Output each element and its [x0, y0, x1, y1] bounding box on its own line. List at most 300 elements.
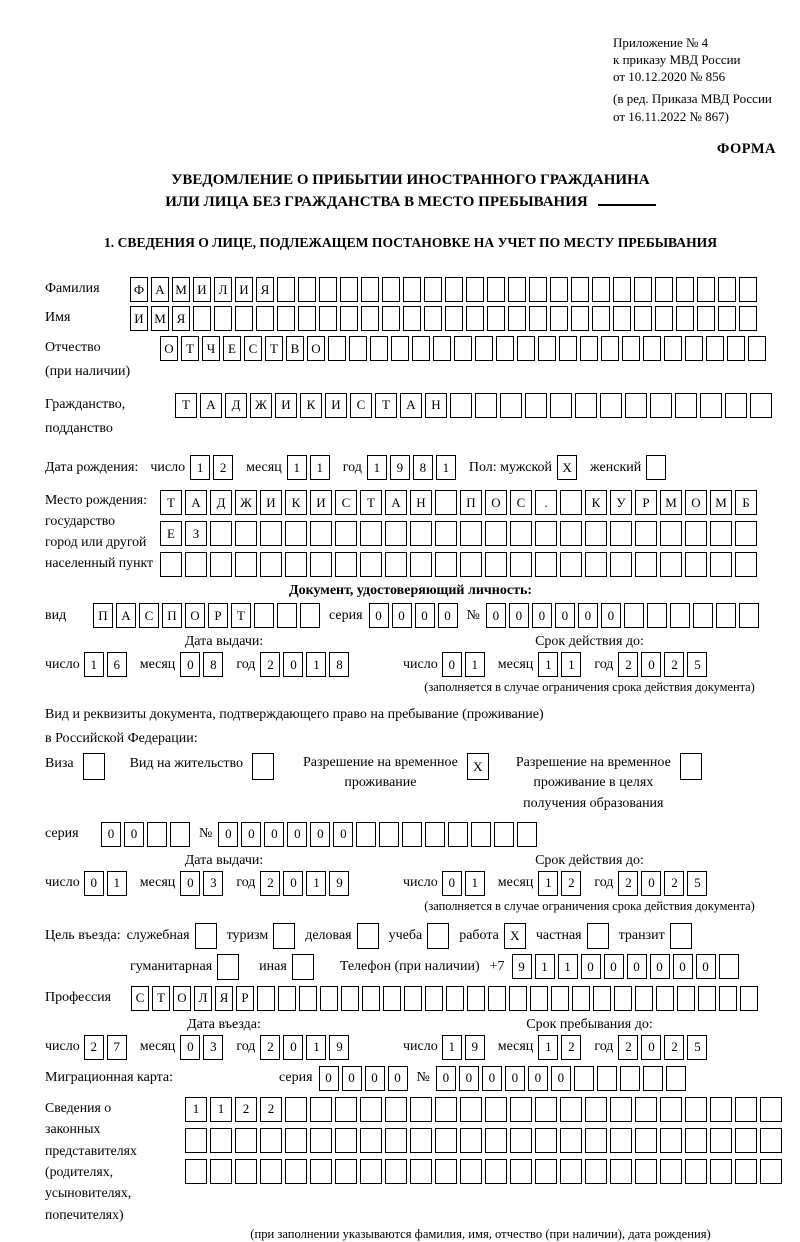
cb-cell-0[interactable]	[195, 923, 217, 949]
mig_number-cell-6[interactable]	[574, 1066, 594, 1091]
surname-cell-24[interactable]	[634, 277, 652, 302]
res_number-cell-10[interactable]	[448, 822, 468, 847]
profession-cell-22[interactable]	[593, 986, 611, 1011]
citizenship-cell-8[interactable]: Т	[375, 393, 397, 418]
reps2-cell-4[interactable]	[285, 1128, 307, 1153]
patronymic-cell-17[interactable]	[517, 336, 535, 361]
profession-cell-16[interactable]	[467, 986, 485, 1011]
surname-cell-14[interactable]	[424, 277, 442, 302]
mig_number-cell-0[interactable]: 0	[436, 1066, 456, 1091]
entry_month-cell-1[interactable]: 3	[203, 1035, 223, 1060]
birth_place1-cell-12[interactable]: П	[460, 490, 482, 515]
doc_issue_year-cell-3[interactable]: 8	[329, 652, 349, 677]
patronymic-cell-27[interactable]	[727, 336, 745, 361]
birth_place2-cell-22[interactable]	[710, 521, 732, 546]
birth_place1-cell-19[interactable]: Р	[635, 490, 657, 515]
sex_female_cb-cell-0[interactable]	[646, 455, 666, 480]
birth_place3-cell-6[interactable]	[310, 552, 332, 577]
temp_residence_cb-cell-0[interactable]: X	[467, 753, 489, 780]
mig_series-cell-0[interactable]: 0	[319, 1066, 339, 1091]
res_number-cell-2[interactable]: 0	[264, 822, 284, 847]
citizenship-cell-16[interactable]	[575, 393, 597, 418]
doc_issue_month-cell-0[interactable]: 0	[180, 652, 200, 677]
reps3-cell-23[interactable]	[760, 1159, 782, 1184]
profession-cell-20[interactable]	[551, 986, 569, 1011]
reps3-cell-10[interactable]	[435, 1159, 457, 1184]
birth_place1-cell-9[interactable]: А	[385, 490, 407, 515]
citizenship-cell-2[interactable]: Д	[225, 393, 247, 418]
citizenship-cell-5[interactable]: К	[300, 393, 322, 418]
citizenship-cell-17[interactable]	[600, 393, 622, 418]
surname-cell-26[interactable]	[676, 277, 694, 302]
res_number-cell-8[interactable]	[402, 822, 422, 847]
birth_place1-cell-3[interactable]: Ж	[235, 490, 257, 515]
doc_type-cell-8[interactable]	[277, 603, 297, 628]
birth_place1-cell-15[interactable]: .	[535, 490, 557, 515]
doc_type-cell-7[interactable]	[254, 603, 274, 628]
patronymic-cell-20[interactable]	[580, 336, 598, 361]
surname-cell-17[interactable]	[487, 277, 505, 302]
birth_place3-cell-3[interactable]	[235, 552, 257, 577]
stay_year-cell-2[interactable]: 2	[664, 1035, 684, 1060]
reps3-cell-4[interactable]	[285, 1159, 307, 1184]
temp_residence_edu_cb-cell-0[interactable]	[680, 753, 702, 780]
birth_place2-cell-13[interactable]	[485, 521, 507, 546]
profession-cell-23[interactable]	[614, 986, 632, 1011]
doc_series-cell-2[interactable]: 0	[415, 603, 435, 628]
mig_number-cell-7[interactable]	[597, 1066, 617, 1091]
birth_place3-cell-16[interactable]	[560, 552, 582, 577]
birth_place1-cell-16[interactable]	[560, 490, 582, 515]
name-cell-6[interactable]	[256, 306, 274, 331]
patronymic-cell-5[interactable]: Т	[265, 336, 283, 361]
surname-cell-2[interactable]: М	[172, 277, 190, 302]
res_valid_month-cell-1[interactable]: 2	[561, 871, 581, 896]
surname-cell-12[interactable]	[382, 277, 400, 302]
birth_place3-cell-17[interactable]	[585, 552, 607, 577]
cb-cell-0[interactable]	[357, 923, 379, 949]
reps2-cell-16[interactable]	[585, 1128, 607, 1153]
res_valid_month-cell-0[interactable]: 1	[538, 871, 558, 896]
citizenship-cell-19[interactable]	[650, 393, 672, 418]
res_valid_year-cell-0[interactable]: 2	[618, 871, 638, 896]
res_series-cell-0[interactable]: 0	[101, 822, 121, 847]
doc_issue_day-cell-0[interactable]: 1	[84, 652, 104, 677]
phone-cell-6[interactable]: 0	[650, 954, 670, 979]
citizenship-cell-23[interactable]	[750, 393, 772, 418]
birth_place1-cell-6[interactable]: И	[310, 490, 332, 515]
reps3-cell-8[interactable]	[385, 1159, 407, 1184]
patronymic-cell-15[interactable]	[475, 336, 493, 361]
profession-cell-18[interactable]	[509, 986, 527, 1011]
birth_place3-cell-11[interactable]	[435, 552, 457, 577]
name-cell-11[interactable]	[361, 306, 379, 331]
res_issue_month-cell-0[interactable]: 0	[180, 871, 200, 896]
name-cell-28[interactable]	[718, 306, 736, 331]
birth_place2-cell-23[interactable]	[735, 521, 757, 546]
name-cell-5[interactable]	[235, 306, 253, 331]
profession-cell-24[interactable]	[635, 986, 653, 1011]
surname-cell-18[interactable]	[508, 277, 526, 302]
profession-cell-12[interactable]	[383, 986, 401, 1011]
birth_place3-cell-7[interactable]	[335, 552, 357, 577]
phone-cell-1[interactable]: 1	[535, 954, 555, 979]
profession-cell-6[interactable]	[257, 986, 275, 1011]
surname-cell-3[interactable]: И	[193, 277, 211, 302]
name-cell-10[interactable]	[340, 306, 358, 331]
birth_place2-cell-4[interactable]	[260, 521, 282, 546]
reps1-cell-20[interactable]	[685, 1097, 707, 1122]
name-cell-2[interactable]: Я	[172, 306, 190, 331]
doc_valid_day-cell-1[interactable]: 1	[465, 652, 485, 677]
profession-cell-10[interactable]	[341, 986, 359, 1011]
citizenship-cell-22[interactable]	[725, 393, 747, 418]
phone-cell-0[interactable]: 9	[512, 954, 532, 979]
profession-cell-7[interactable]	[278, 986, 296, 1011]
doc_valid_year-cell-0[interactable]: 2	[618, 652, 638, 677]
reps1-cell-17[interactable]	[610, 1097, 632, 1122]
birth_place3-cell-19[interactable]	[635, 552, 657, 577]
birth_place3-cell-9[interactable]	[385, 552, 407, 577]
birth_place2-cell-7[interactable]	[335, 521, 357, 546]
profession-cell-28[interactable]	[719, 986, 737, 1011]
doc_valid_year-cell-2[interactable]: 2	[664, 652, 684, 677]
mig_number-cell-10[interactable]	[666, 1066, 686, 1091]
entry_year-cell-2[interactable]: 1	[306, 1035, 326, 1060]
res_issue_day-cell-1[interactable]: 1	[107, 871, 127, 896]
entry_month-cell-0[interactable]: 0	[180, 1035, 200, 1060]
birth_day-cell-0[interactable]: 1	[190, 455, 210, 480]
birth_place2-cell-5[interactable]	[285, 521, 307, 546]
birth_place2-cell-6[interactable]	[310, 521, 332, 546]
birth_place3-cell-15[interactable]	[535, 552, 557, 577]
birth_place3-cell-18[interactable]	[610, 552, 632, 577]
reps2-cell-18[interactable]	[635, 1128, 657, 1153]
reps3-cell-15[interactable]	[560, 1159, 582, 1184]
birth_place2-cell-19[interactable]	[635, 521, 657, 546]
reps2-cell-7[interactable]	[360, 1128, 382, 1153]
doc_type-cell-2[interactable]: С	[139, 603, 159, 628]
reps1-cell-5[interactable]	[310, 1097, 332, 1122]
birth_place2-cell-20[interactable]	[660, 521, 682, 546]
birth_place2-cell-1[interactable]: З	[185, 521, 207, 546]
reps1-cell-2[interactable]: 2	[235, 1097, 257, 1122]
reps2-cell-22[interactable]	[735, 1128, 757, 1153]
res_issue_year-cell-1[interactable]: 0	[283, 871, 303, 896]
reps2-cell-19[interactable]	[660, 1128, 682, 1153]
name-cell-0[interactable]: И	[130, 306, 148, 331]
doc_number-cell-1[interactable]: 0	[509, 603, 529, 628]
surname-cell-13[interactable]	[403, 277, 421, 302]
birth_place1-cell-17[interactable]: К	[585, 490, 607, 515]
reps3-cell-21[interactable]	[710, 1159, 732, 1184]
patronymic-cell-19[interactable]	[559, 336, 577, 361]
surname-cell-7[interactable]	[277, 277, 295, 302]
name-cell-8[interactable]	[298, 306, 316, 331]
stay_month-cell-1[interactable]: 2	[561, 1035, 581, 1060]
citizenship-cell-4[interactable]: И	[275, 393, 297, 418]
reps2-cell-5[interactable]	[310, 1128, 332, 1153]
name-cell-15[interactable]	[445, 306, 463, 331]
birth_place2-cell-2[interactable]	[210, 521, 232, 546]
name-cell-4[interactable]	[214, 306, 232, 331]
reps2-cell-15[interactable]	[560, 1128, 582, 1153]
birth_place1-cell-0[interactable]: Т	[160, 490, 182, 515]
patronymic-cell-7[interactable]: О	[307, 336, 325, 361]
patronymic-cell-25[interactable]	[685, 336, 703, 361]
birth_place1-cell-5[interactable]: К	[285, 490, 307, 515]
patronymic-cell-9[interactable]	[349, 336, 367, 361]
patronymic-cell-1[interactable]: Т	[181, 336, 199, 361]
cb-cell-0[interactable]	[292, 954, 314, 980]
reps3-cell-12[interactable]	[485, 1159, 507, 1184]
phone-cell-3[interactable]: 0	[581, 954, 601, 979]
reps1-cell-11[interactable]	[460, 1097, 482, 1122]
reps3-cell-17[interactable]	[610, 1159, 632, 1184]
doc_number-cell-0[interactable]: 0	[486, 603, 506, 628]
surname-cell-8[interactable]	[298, 277, 316, 302]
birth_place3-cell-13[interactable]	[485, 552, 507, 577]
reps1-cell-1[interactable]: 1	[210, 1097, 232, 1122]
name-cell-26[interactable]	[676, 306, 694, 331]
res_issue_year-cell-0[interactable]: 2	[260, 871, 280, 896]
reps1-cell-9[interactable]	[410, 1097, 432, 1122]
name-cell-22[interactable]	[592, 306, 610, 331]
citizenship-cell-7[interactable]: С	[350, 393, 372, 418]
reps2-cell-0[interactable]	[185, 1128, 207, 1153]
doc_valid_month-cell-1[interactable]: 1	[561, 652, 581, 677]
doc_number-cell-11[interactable]	[739, 603, 759, 628]
profession-cell-3[interactable]: Л	[194, 986, 212, 1011]
citizenship-cell-1[interactable]: А	[200, 393, 222, 418]
surname-cell-29[interactable]	[739, 277, 757, 302]
name-cell-7[interactable]	[277, 306, 295, 331]
birth_place1-cell-4[interactable]: И	[260, 490, 282, 515]
patronymic-cell-16[interactable]	[496, 336, 514, 361]
reps1-cell-19[interactable]	[660, 1097, 682, 1122]
res_number-cell-12[interactable]	[494, 822, 514, 847]
cb-cell-0[interactable]	[670, 923, 692, 949]
birth_place2-cell-18[interactable]	[610, 521, 632, 546]
phone-cell-8[interactable]: 0	[696, 954, 716, 979]
surname-cell-1[interactable]: А	[151, 277, 169, 302]
reps2-cell-17[interactable]	[610, 1128, 632, 1153]
sex_male_cb-cell-0[interactable]: X	[557, 455, 577, 480]
profession-cell-15[interactable]	[446, 986, 464, 1011]
patronymic-cell-13[interactable]	[433, 336, 451, 361]
reps2-cell-6[interactable]	[335, 1128, 357, 1153]
profession-cell-0[interactable]: С	[131, 986, 149, 1011]
mig_number-cell-1[interactable]: 0	[459, 1066, 479, 1091]
reps1-cell-21[interactable]	[710, 1097, 732, 1122]
mig_number-cell-8[interactable]	[620, 1066, 640, 1091]
citizenship-cell-14[interactable]	[525, 393, 547, 418]
birth_place3-cell-14[interactable]	[510, 552, 532, 577]
surname-cell-25[interactable]	[655, 277, 673, 302]
res_issue_year-cell-3[interactable]: 9	[329, 871, 349, 896]
birth_place1-cell-21[interactable]: О	[685, 490, 707, 515]
reps1-cell-4[interactable]	[285, 1097, 307, 1122]
birth_place3-cell-23[interactable]	[735, 552, 757, 577]
doc_number-cell-4[interactable]: 0	[578, 603, 598, 628]
reps1-cell-18[interactable]	[635, 1097, 657, 1122]
name-cell-24[interactable]	[634, 306, 652, 331]
birth_year-cell-0[interactable]: 1	[367, 455, 387, 480]
entry_year-cell-3[interactable]: 9	[329, 1035, 349, 1060]
mig_number-cell-2[interactable]: 0	[482, 1066, 502, 1091]
stay_year-cell-0[interactable]: 2	[618, 1035, 638, 1060]
res_valid_year-cell-1[interactable]: 0	[641, 871, 661, 896]
cb-cell-0[interactable]	[587, 923, 609, 949]
surname-cell-20[interactable]	[550, 277, 568, 302]
profession-cell-27[interactable]	[698, 986, 716, 1011]
name-cell-29[interactable]	[739, 306, 757, 331]
reps1-cell-3[interactable]: 2	[260, 1097, 282, 1122]
doc_issue_year-cell-0[interactable]: 2	[260, 652, 280, 677]
doc_issue_day-cell-1[interactable]: 6	[107, 652, 127, 677]
res_issue_day-cell-0[interactable]: 0	[84, 871, 104, 896]
res_number-cell-1[interactable]: 0	[241, 822, 261, 847]
doc_valid_month-cell-0[interactable]: 1	[538, 652, 558, 677]
surname-cell-21[interactable]	[571, 277, 589, 302]
phone-cell-2[interactable]: 1	[558, 954, 578, 979]
profession-cell-13[interactable]	[404, 986, 422, 1011]
mig_number-cell-4[interactable]: 0	[528, 1066, 548, 1091]
surname-cell-10[interactable]	[340, 277, 358, 302]
birth_place1-cell-18[interactable]: У	[610, 490, 632, 515]
doc_type-cell-0[interactable]: П	[93, 603, 113, 628]
res_number-cell-4[interactable]: 0	[310, 822, 330, 847]
patronymic-cell-26[interactable]	[706, 336, 724, 361]
birth_place3-cell-22[interactable]	[710, 552, 732, 577]
birth_place1-cell-10[interactable]: Н	[410, 490, 432, 515]
name-cell-3[interactable]	[193, 306, 211, 331]
doc_type-cell-4[interactable]: О	[185, 603, 205, 628]
birth_place2-cell-9[interactable]	[385, 521, 407, 546]
doc_number-cell-5[interactable]: 0	[601, 603, 621, 628]
stay_day-cell-1[interactable]: 9	[465, 1035, 485, 1060]
reps3-cell-14[interactable]	[535, 1159, 557, 1184]
res_number-cell-9[interactable]	[425, 822, 445, 847]
patronymic-cell-21[interactable]	[601, 336, 619, 361]
birth_place2-cell-15[interactable]	[535, 521, 557, 546]
citizenship-cell-12[interactable]	[475, 393, 497, 418]
birth_place2-cell-0[interactable]: Е	[160, 521, 182, 546]
profession-cell-26[interactable]	[677, 986, 695, 1011]
name-cell-18[interactable]	[508, 306, 526, 331]
cb-cell-0[interactable]	[427, 923, 449, 949]
reps1-cell-23[interactable]	[760, 1097, 782, 1122]
reps3-cell-3[interactable]	[260, 1159, 282, 1184]
surname-cell-23[interactable]	[613, 277, 631, 302]
citizenship-cell-15[interactable]	[550, 393, 572, 418]
doc_issue_year-cell-1[interactable]: 0	[283, 652, 303, 677]
patronymic-cell-0[interactable]: О	[160, 336, 178, 361]
birth_place3-cell-0[interactable]	[160, 552, 182, 577]
birth_place1-cell-23[interactable]: Б	[735, 490, 757, 515]
phone-cell-9[interactable]	[719, 954, 739, 979]
reps3-cell-13[interactable]	[510, 1159, 532, 1184]
entry_day-cell-1[interactable]: 7	[107, 1035, 127, 1060]
birth_place1-cell-22[interactable]: М	[710, 490, 732, 515]
surname-cell-9[interactable]	[319, 277, 337, 302]
name-cell-14[interactable]	[424, 306, 442, 331]
profession-cell-17[interactable]	[488, 986, 506, 1011]
reps1-cell-0[interactable]: 1	[185, 1097, 207, 1122]
patronymic-cell-4[interactable]: С	[244, 336, 262, 361]
reps2-cell-21[interactable]	[710, 1128, 732, 1153]
surname-cell-28[interactable]	[718, 277, 736, 302]
birth_place3-cell-1[interactable]	[185, 552, 207, 577]
doc_type-cell-6[interactable]: Т	[231, 603, 251, 628]
birth_place2-cell-12[interactable]	[460, 521, 482, 546]
citizenship-cell-0[interactable]: Т	[175, 393, 197, 418]
patronymic-cell-2[interactable]: Ч	[202, 336, 220, 361]
surname-cell-27[interactable]	[697, 277, 715, 302]
res_issue_month-cell-1[interactable]: 3	[203, 871, 223, 896]
citizenship-cell-21[interactable]	[700, 393, 722, 418]
reps3-cell-6[interactable]	[335, 1159, 357, 1184]
birth_place3-cell-10[interactable]	[410, 552, 432, 577]
profession-cell-14[interactable]	[425, 986, 443, 1011]
res_valid_year-cell-3[interactable]: 5	[687, 871, 707, 896]
birth_place2-cell-8[interactable]	[360, 521, 382, 546]
res_valid_day-cell-1[interactable]: 1	[465, 871, 485, 896]
cb-cell-0[interactable]	[217, 954, 239, 980]
citizenship-cell-6[interactable]: И	[325, 393, 347, 418]
doc_number-cell-7[interactable]	[647, 603, 667, 628]
reps3-cell-0[interactable]	[185, 1159, 207, 1184]
name-cell-9[interactable]	[319, 306, 337, 331]
reps1-cell-7[interactable]	[360, 1097, 382, 1122]
entry_day-cell-0[interactable]: 2	[84, 1035, 104, 1060]
stay_day-cell-0[interactable]: 1	[442, 1035, 462, 1060]
citizenship-cell-20[interactable]	[675, 393, 697, 418]
doc_type-cell-3[interactable]: П	[162, 603, 182, 628]
doc_number-cell-8[interactable]	[670, 603, 690, 628]
mig_number-cell-3[interactable]: 0	[505, 1066, 525, 1091]
entry_year-cell-0[interactable]: 2	[260, 1035, 280, 1060]
patronymic-cell-28[interactable]	[748, 336, 766, 361]
birth_place1-cell-20[interactable]: М	[660, 490, 682, 515]
doc_valid_year-cell-3[interactable]: 5	[687, 652, 707, 677]
surname-cell-4[interactable]: Л	[214, 277, 232, 302]
residence_permit_cb-cell-0[interactable]	[252, 753, 274, 780]
reps1-cell-10[interactable]	[435, 1097, 457, 1122]
birth_day-cell-1[interactable]: 2	[213, 455, 233, 480]
cb-cell-0[interactable]	[273, 923, 295, 949]
patronymic-cell-22[interactable]	[622, 336, 640, 361]
res_number-cell-6[interactable]	[356, 822, 376, 847]
name-cell-23[interactable]	[613, 306, 631, 331]
doc_type-cell-9[interactable]	[300, 603, 320, 628]
doc_issue_year-cell-2[interactable]: 1	[306, 652, 326, 677]
surname-cell-15[interactable]	[445, 277, 463, 302]
res_number-cell-11[interactable]	[471, 822, 491, 847]
birth_place2-cell-17[interactable]	[585, 521, 607, 546]
surname-cell-19[interactable]	[529, 277, 547, 302]
citizenship-cell-18[interactable]	[625, 393, 647, 418]
birth_year-cell-1[interactable]: 9	[390, 455, 410, 480]
reps2-cell-12[interactable]	[485, 1128, 507, 1153]
profession-cell-4[interactable]: Я	[215, 986, 233, 1011]
doc_series-cell-3[interactable]: 0	[438, 603, 458, 628]
birth_place1-cell-14[interactable]: С	[510, 490, 532, 515]
reps2-cell-9[interactable]	[410, 1128, 432, 1153]
doc_number-cell-6[interactable]	[624, 603, 644, 628]
citizenship-cell-10[interactable]: Н	[425, 393, 447, 418]
res_series-cell-3[interactable]	[170, 822, 190, 847]
